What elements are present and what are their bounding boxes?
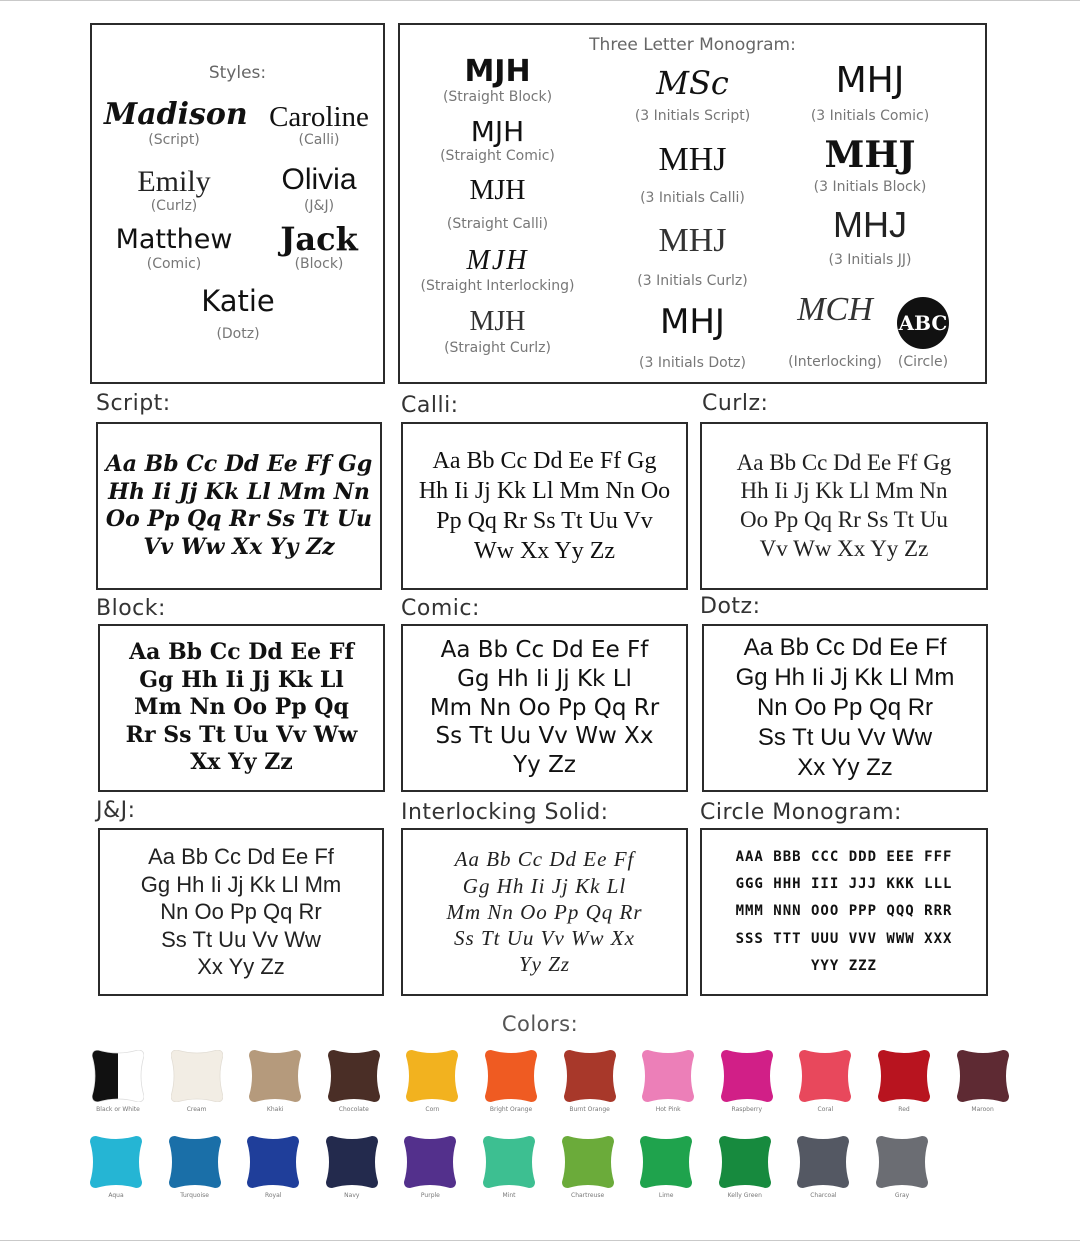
style-caption-calli: (Calli) <box>298 132 340 148</box>
alphabet-line: Mm Nn Oo Pp Qq Rr <box>429 694 660 721</box>
bottom-border <box>0 1240 1080 1241</box>
color-swatch-label: Black or White <box>96 1106 140 1113</box>
mono-3-initials-comic: MHJ <box>835 60 905 101</box>
alphabet-line: Hh Ii Jj Kk Ll Mm Nn <box>740 478 948 504</box>
alphabet-line: Aa Bb Cc Dd Ee Ff Gg <box>736 449 952 475</box>
alphabet-line: Ss Tt Uu Vv Ww <box>757 724 933 751</box>
alphabet-line: GGG HHH III JJJ KKK LLL <box>735 876 953 893</box>
alphabet-line: Xx Yy Zz <box>197 954 285 980</box>
color-swatch[interactable] <box>797 1136 849 1188</box>
style-name-emily: Emily <box>137 165 211 198</box>
color-swatch-label: Khaki <box>266 1106 284 1113</box>
heading-jj: J&J: <box>96 798 136 823</box>
heading-comic: Comic: <box>401 596 480 621</box>
alphabet-line: Aa Bb Cc Dd Ee Ff <box>440 637 649 664</box>
colors-title: Colors: <box>501 1012 579 1036</box>
color-swatch[interactable] <box>169 1136 221 1188</box>
color-swatch[interactable] <box>799 1050 851 1102</box>
color-swatch-label: Aqua <box>108 1192 124 1199</box>
top-border <box>0 0 1080 1</box>
color-swatch-label: Maroon <box>971 1106 994 1113</box>
style-caption-dotz: (Dotz) <box>216 326 260 342</box>
color-swatch-label: Bright Orange <box>489 1106 533 1113</box>
color-swatch-label: Chocolate <box>338 1106 369 1113</box>
alphabet-line: Hh Ii Jj Kk Ll Mm Nn <box>108 478 370 505</box>
alphabet-line: Hh Ii Jj Kk Ll Mm Nn Oo <box>418 478 671 504</box>
style-caption-block: (Block) <box>294 256 344 272</box>
mono-3-initials-block: MHJ <box>824 134 916 176</box>
mono-cap-3-initials-calli: (3 Initials Calli) <box>640 190 745 206</box>
mono-cap-straight-curlz: (Straight Curlz) <box>444 340 551 356</box>
monogram-box <box>398 23 987 384</box>
mono-3-initials-calli: MHJ <box>658 141 727 178</box>
alphabet-line: Rr Ss Tt Uu Vv Ww <box>125 721 358 748</box>
alphabet-line: Ss Tt Uu Vv Ww <box>161 926 321 952</box>
alphabet-line: Vv Ww Xx Yy Zz <box>143 533 335 560</box>
alphabet-line: Aa Bb Cc Dd Ee Ff <box>454 847 635 872</box>
style-name-jack: Jack <box>280 220 358 258</box>
color-swatch[interactable] <box>328 1050 380 1102</box>
color-swatch-label: Corn <box>425 1106 440 1113</box>
style-name-madison: Madison <box>104 97 248 132</box>
style-name-matthew: Matthew <box>115 224 233 255</box>
heading-circle-monogram: Circle Monogram: <box>700 800 902 825</box>
heading-interlocking-solid: Interlocking Solid: <box>401 800 609 825</box>
mono-cap-straight-calli: (Straight Calli) <box>446 216 549 232</box>
alphabet-line: Gg Hh Ii Jj Kk Ll <box>139 666 344 693</box>
color-swatch[interactable] <box>92 1050 144 1102</box>
mono-straight-comic: MJH <box>470 115 525 148</box>
color-swatch-label: Burnt Orange <box>569 1106 610 1113</box>
style-caption-jj: (J&J) <box>303 198 335 214</box>
mono-cap-3-initials-curlz: (3 Initials Curlz) <box>637 273 748 289</box>
mono-cap-3-initials-jj: (3 Initials JJ) <box>828 252 912 268</box>
alphabet-line: Nn Oo Pp Qq Rr <box>160 899 322 925</box>
color-swatch[interactable] <box>326 1136 378 1188</box>
color-swatch[interactable] <box>562 1136 614 1188</box>
color-swatch[interactable] <box>249 1050 301 1102</box>
alphabet-line: Aa Bb Cc Dd Ee Ff <box>743 634 947 661</box>
alphabet-line: Gg Hh Ii Jj Kk Ll <box>462 873 627 898</box>
alphabet-line: Mm Nn Oo Pp Qq <box>134 694 349 721</box>
color-swatch-label: Raspberry <box>731 1106 763 1113</box>
alphabet-box-jj <box>98 828 384 996</box>
mono-cap-3-initials-script: (3 Initials Script) <box>634 108 751 124</box>
color-swatch[interactable] <box>642 1050 694 1102</box>
style-name-katie: Katie <box>201 284 275 318</box>
alphabet-line: Aa Bb Cc Dd Ee Ff Gg <box>432 448 657 474</box>
style-caption-comic: (Comic) <box>146 256 202 272</box>
alphabet-box-circle <box>700 828 988 996</box>
color-swatch[interactable] <box>485 1050 537 1102</box>
heading-dotz: Dotz: <box>700 594 761 619</box>
mono-straight-calli: MJH <box>469 175 526 206</box>
alphabet-box-dotz <box>702 624 988 792</box>
alphabet-line: Gg Hh Ii Jj Kk Ll Mm <box>735 664 955 691</box>
color-swatch-label: Chartreuse <box>571 1192 605 1199</box>
alphabet-line: Vv Ww Xx Yy Zz <box>759 535 929 561</box>
alphabet-box-script <box>96 422 382 590</box>
mono-cap-straight-interlocking: (Straight Interlocking) <box>420 278 575 294</box>
color-swatch[interactable] <box>876 1136 928 1188</box>
alphabet-box-block <box>98 624 385 792</box>
color-swatch-label: Coral <box>817 1106 834 1113</box>
color-swatch[interactable] <box>90 1136 142 1188</box>
alphabet-box-curlz <box>700 422 988 590</box>
color-swatch-label: Royal <box>264 1192 282 1199</box>
color-swatch[interactable] <box>171 1050 223 1102</box>
color-swatch[interactable] <box>404 1136 456 1188</box>
color-swatch[interactable] <box>878 1050 930 1102</box>
style-caption-curlz: (Curlz) <box>150 198 198 214</box>
alphabet-line: Ww Xx Yy Zz <box>473 538 616 564</box>
color-swatch-label: Hot Pink <box>655 1106 681 1113</box>
color-swatch-label: Kelly Green <box>727 1192 762 1199</box>
mono-interlocking: MCH <box>797 291 873 328</box>
mono-cap-3-initials-dotz: (3 Initials Dotz) <box>639 355 746 371</box>
color-swatch-label: Turquoise <box>180 1192 209 1199</box>
heading-script: Script: <box>96 391 171 416</box>
color-swatch[interactable] <box>483 1136 535 1188</box>
alphabet-line: Gg Hh Ii Jj Kk Ll <box>457 665 632 692</box>
color-swatch-label: Charcoal <box>810 1192 837 1199</box>
mono-3-initials-jj: MHJ <box>833 204 907 245</box>
color-swatch-label: Navy <box>344 1192 360 1199</box>
mono-3-initials-dotz: MHJ <box>660 302 725 342</box>
alphabet-line: Oo Pp Qq Rr Ss Tt Uu <box>740 507 948 532</box>
alphabet-box-interlocking <box>401 828 688 996</box>
alphabet-line: MMM NNN OOO PPP QQQ RRR <box>735 903 953 920</box>
alphabet-line: Aa Bb Cc Dd Ee Ff <box>129 639 354 666</box>
alphabet-line: Ss Tt Uu Vv Ww Xx <box>454 926 635 951</box>
alphabet-box-calli <box>401 422 688 590</box>
mono-straight-interlocking: MJH <box>466 245 529 276</box>
alphabet-line: Xx Yy Zz <box>797 754 893 781</box>
color-swatch-label: Mint <box>502 1192 516 1199</box>
color-swatch-label: Gray <box>894 1192 910 1199</box>
mono-straight-curlz: MJH <box>469 306 526 337</box>
color-swatch-label: Cream <box>186 1106 207 1113</box>
mono-circle-badge <box>897 297 949 349</box>
mono-cap-interlocking: (Interlocking) <box>788 354 882 370</box>
color-swatch[interactable] <box>957 1050 1009 1102</box>
alphabet-line: YYY ZZZ <box>810 957 877 974</box>
mono-cap-3-initials-block: (3 Initials Block) <box>813 179 927 195</box>
alphabet-line: Xx Yy Zz <box>190 749 293 776</box>
color-swatch-label: Lime <box>658 1192 674 1199</box>
alphabet-line: Yy Zz <box>518 952 571 977</box>
color-swatch[interactable] <box>640 1136 692 1188</box>
mono-cap-straight-block: (Straight Block) <box>442 89 553 105</box>
style-name-olivia: Olivia <box>281 163 357 196</box>
color-swatch[interactable] <box>719 1136 771 1188</box>
color-swatch[interactable] <box>247 1136 299 1188</box>
style-name-caroline: Caroline <box>269 101 369 133</box>
color-swatch[interactable] <box>564 1050 616 1102</box>
alphabet-box-comic <box>401 624 688 792</box>
mono-cap-3-initials-comic: (3 Initials Comic) <box>810 108 930 124</box>
mono-cap-straight-comic: (Straight Comic) <box>440 148 555 164</box>
color-swatch-label: Red <box>898 1106 910 1113</box>
mono-3-initials-curlz: MHJ <box>658 222 727 259</box>
style-caption-script: (Script) <box>148 132 200 148</box>
color-swatch-label: Purple <box>420 1192 440 1199</box>
color-swatch[interactable] <box>406 1050 458 1102</box>
styles-title: Styles: <box>208 63 267 83</box>
mono-straight-block: MJH <box>464 54 531 89</box>
alphabet-line: Aa Bb Cc Dd Ee Ff Gg <box>105 451 373 477</box>
alphabet-line: Yy Zz <box>513 752 576 779</box>
alphabet-line: Ss Tt Uu Vv Ww Xx <box>435 723 654 750</box>
styles-box <box>90 23 385 384</box>
mono-circle-text: ABC <box>898 311 948 335</box>
color-swatch[interactable] <box>721 1050 773 1102</box>
alphabet-line: Aa Bb Cc Dd Ee Ff <box>148 844 334 870</box>
alphabet-line: Mm Nn Oo Pp Qq Rr <box>446 899 643 924</box>
alphabet-line: Nn Oo Pp Qq Rr <box>756 694 934 721</box>
heading-calli: Calli: <box>401 393 459 418</box>
alphabet-line: Gg Hh Ii Jj Kk Ll Mm <box>140 871 342 897</box>
mono-3-initials-script: MSc <box>656 64 729 102</box>
alphabet-line: Pp Qq Rr Ss Tt Uu Vv <box>436 508 653 534</box>
heading-block: Block: <box>96 596 166 621</box>
alphabet-line: Oo Pp Qq Rr Ss Tt Uu <box>105 506 373 532</box>
mono-cap-circle: (Circle) <box>897 354 949 370</box>
alphabet-line: AAA BBB CCC DDD EEE FFF <box>735 848 953 865</box>
alphabet-line: SSS TTT UUU VVV WWW XXX <box>735 930 953 947</box>
monogram-title: Three Letter Monogram: <box>589 35 796 55</box>
heading-curlz: Curlz: <box>702 391 769 416</box>
